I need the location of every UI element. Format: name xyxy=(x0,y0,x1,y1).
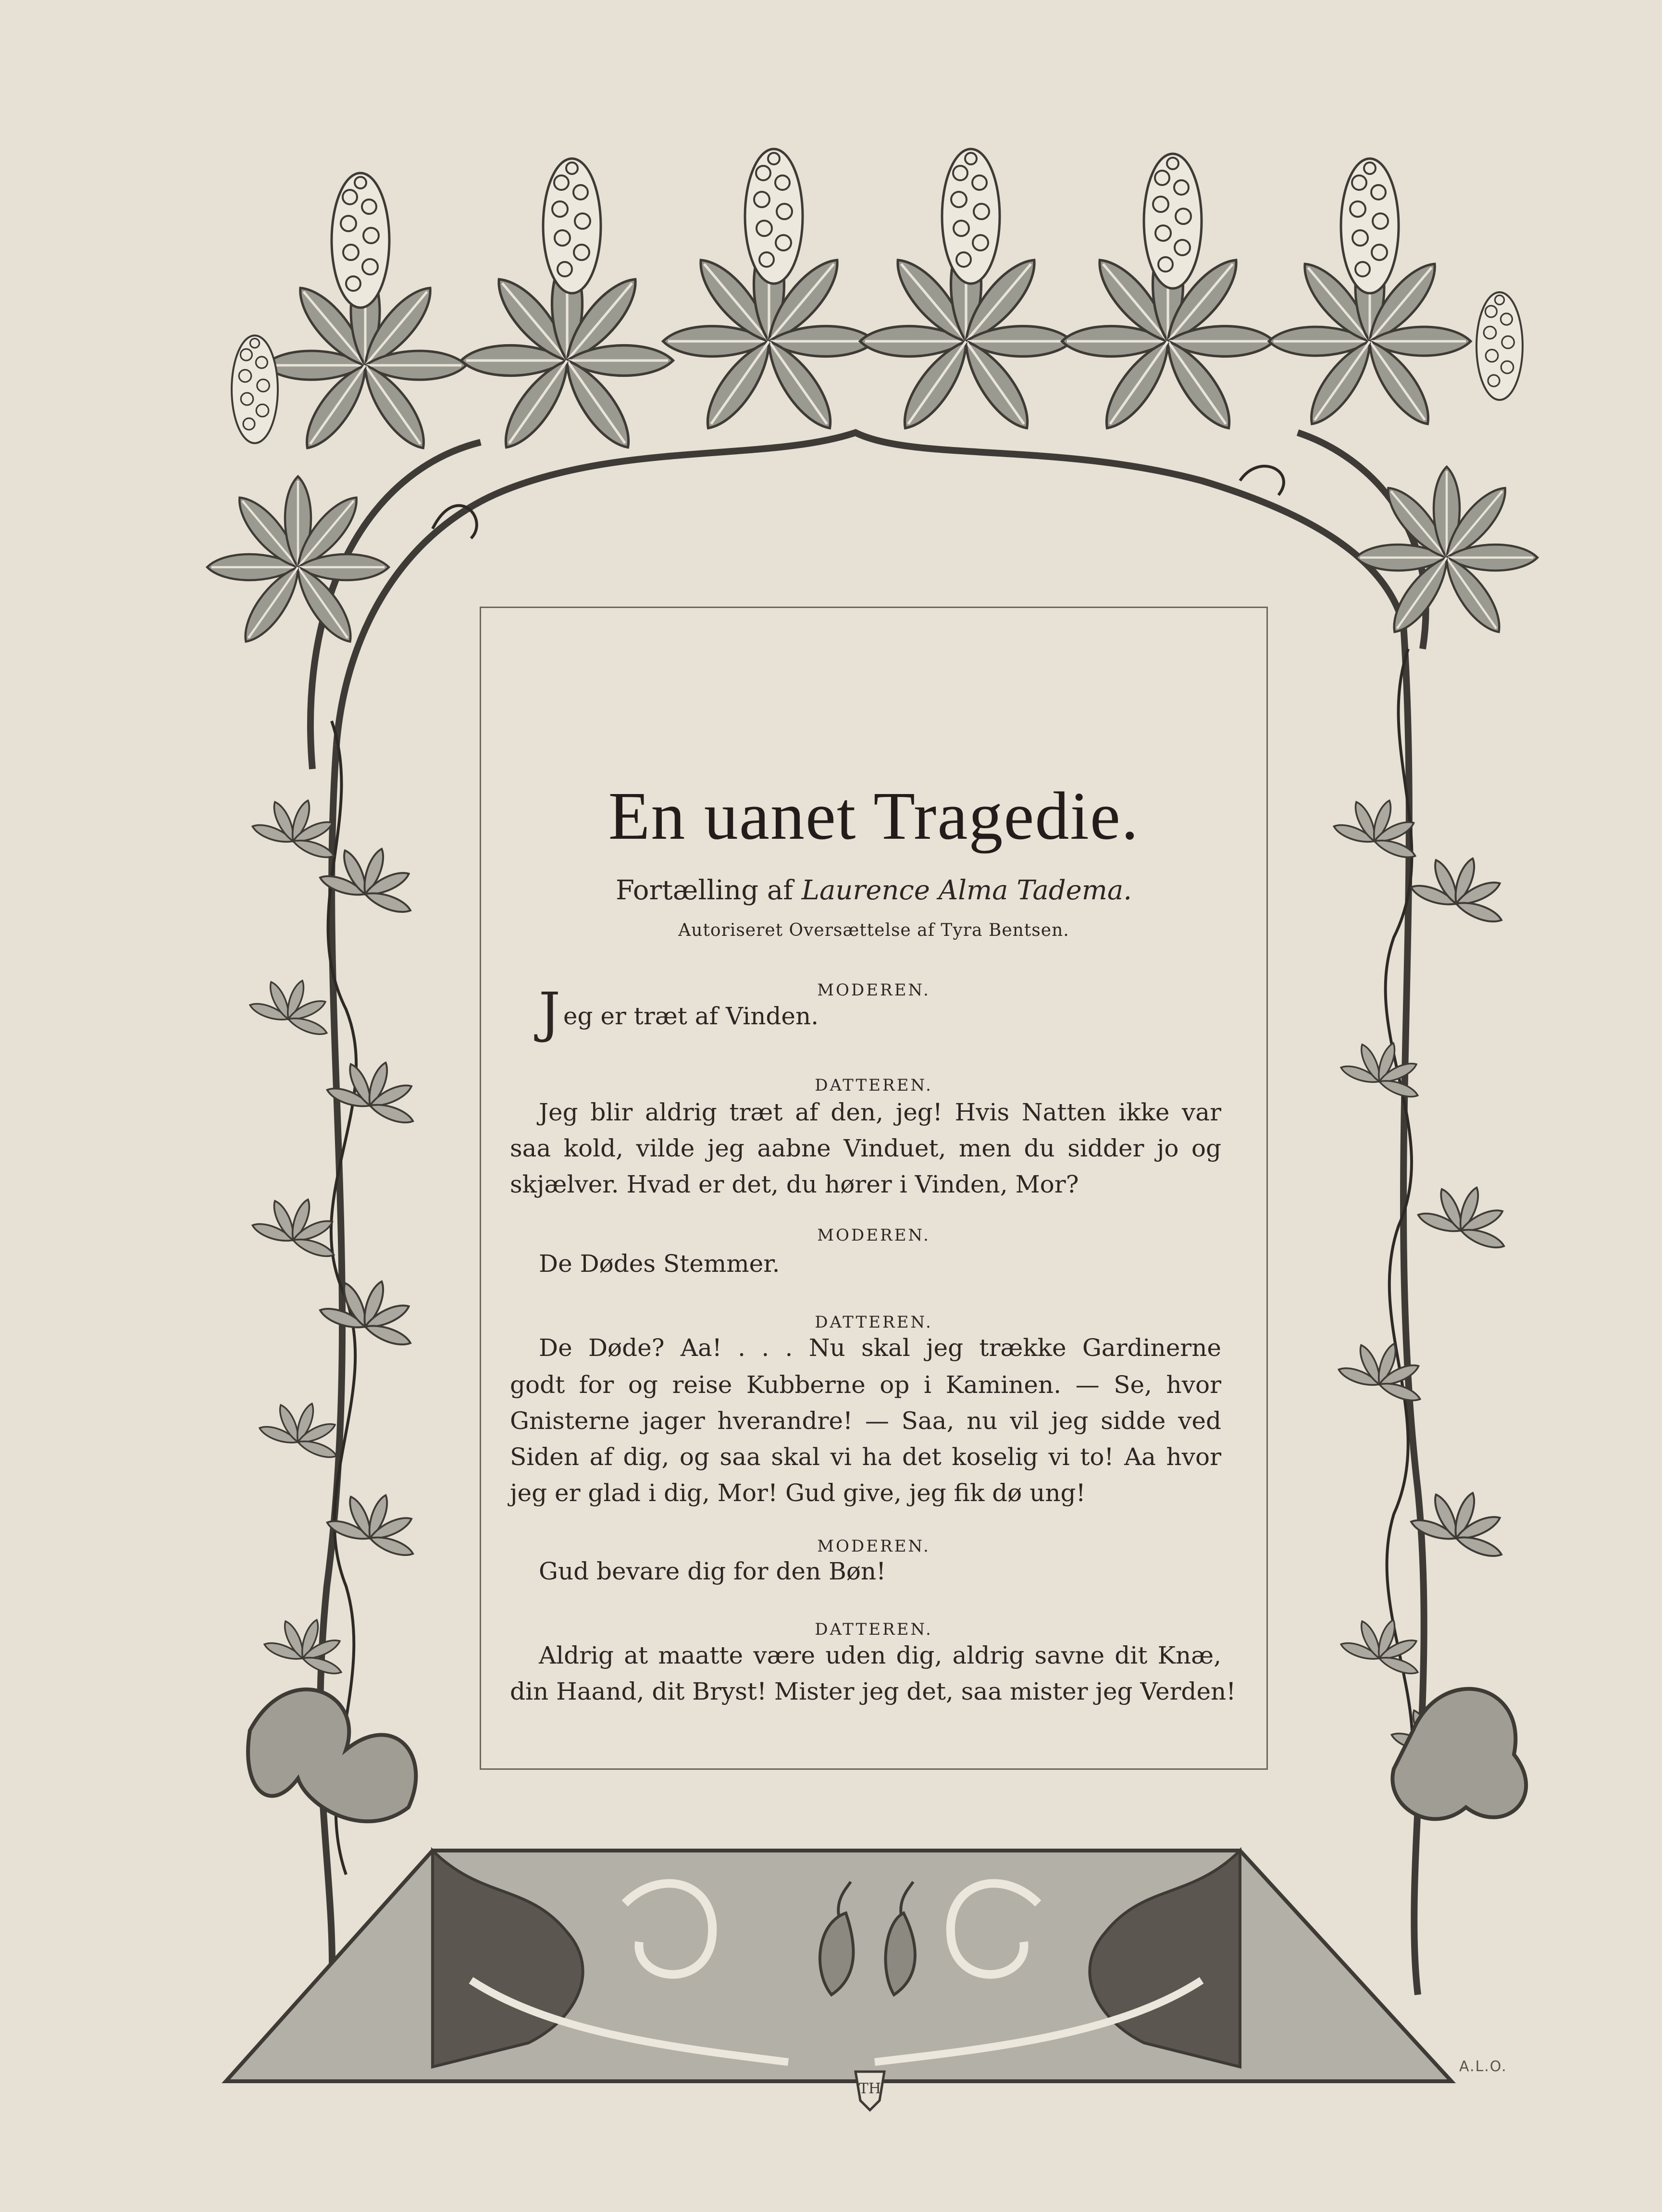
speaker-label: DATTEREN. xyxy=(815,1313,933,1332)
drop-cap: J xyxy=(539,982,560,1044)
dialogue-line-text: eg er træt af Vinden. xyxy=(563,1002,819,1030)
dialogue-line: Jeg blir aldrig træt af den, jeg! Hvis Natten ikke var xyxy=(539,1098,1221,1126)
dialogue-line: saa kold, vilde jeg aabne Vinduet, men du sidder jo og xyxy=(510,1134,1221,1162)
speaker-label: MODEREN. xyxy=(817,1537,930,1556)
monogram-text: TH xyxy=(858,2080,881,2097)
dialogue-line: De Døde? Aa! . . . Nu skal jeg trække Gardinerne xyxy=(539,1334,1221,1362)
dialogue-line: De Dødes Stemmer. xyxy=(539,1250,780,1278)
speaker-label: MODEREN. xyxy=(817,1226,930,1245)
dialogue-line: jeg er glad i dig, Mor! Gud give, jeg fik dø ung! xyxy=(510,1479,1086,1507)
dialogue-line: Siden af dig, og saa skal vi ha det koselig vi to! Aa hvor xyxy=(510,1443,1221,1471)
translator-credit: Autoriseret Oversættelse af Tyra Bentsen. xyxy=(678,920,1069,940)
artist-signature: A.L.O. xyxy=(1459,2058,1507,2075)
dialogue-line: Gud bevare dig for den Bøn! xyxy=(539,1557,886,1585)
text-panel xyxy=(480,607,1268,1770)
monogram-mark xyxy=(856,2072,884,2110)
dialogue-line: din Haand, dit Bryst! Mister jeg det, saa mister jeg Verden! xyxy=(510,1678,1236,1705)
dialogue-line: Aldrig at maatte være uden dig, aldrig savne dit Knæ, xyxy=(539,1641,1221,1669)
dialogue-line: Gnisterne jager hverandre! — Saa, nu vil jeg sidde ved xyxy=(510,1407,1221,1435)
speaker-label: MODEREN. xyxy=(817,981,930,1000)
speaker-label: DATTEREN. xyxy=(815,1620,933,1639)
speaker-label: DATTEREN. xyxy=(815,1076,933,1095)
byline-prefix: Fortælling af xyxy=(615,875,793,906)
byline xyxy=(481,875,1266,906)
dialogue-line: godt for og reise Kubberne op i Kaminen. — Se, hvor xyxy=(510,1371,1221,1399)
page-title: En uanet Tragedie. xyxy=(608,778,1140,854)
dialogue-line: skjælver. Hvad er det, du hører i Vinden, Mor? xyxy=(510,1170,1079,1198)
author-name: Laurence Alma Tadema. xyxy=(801,875,1132,906)
